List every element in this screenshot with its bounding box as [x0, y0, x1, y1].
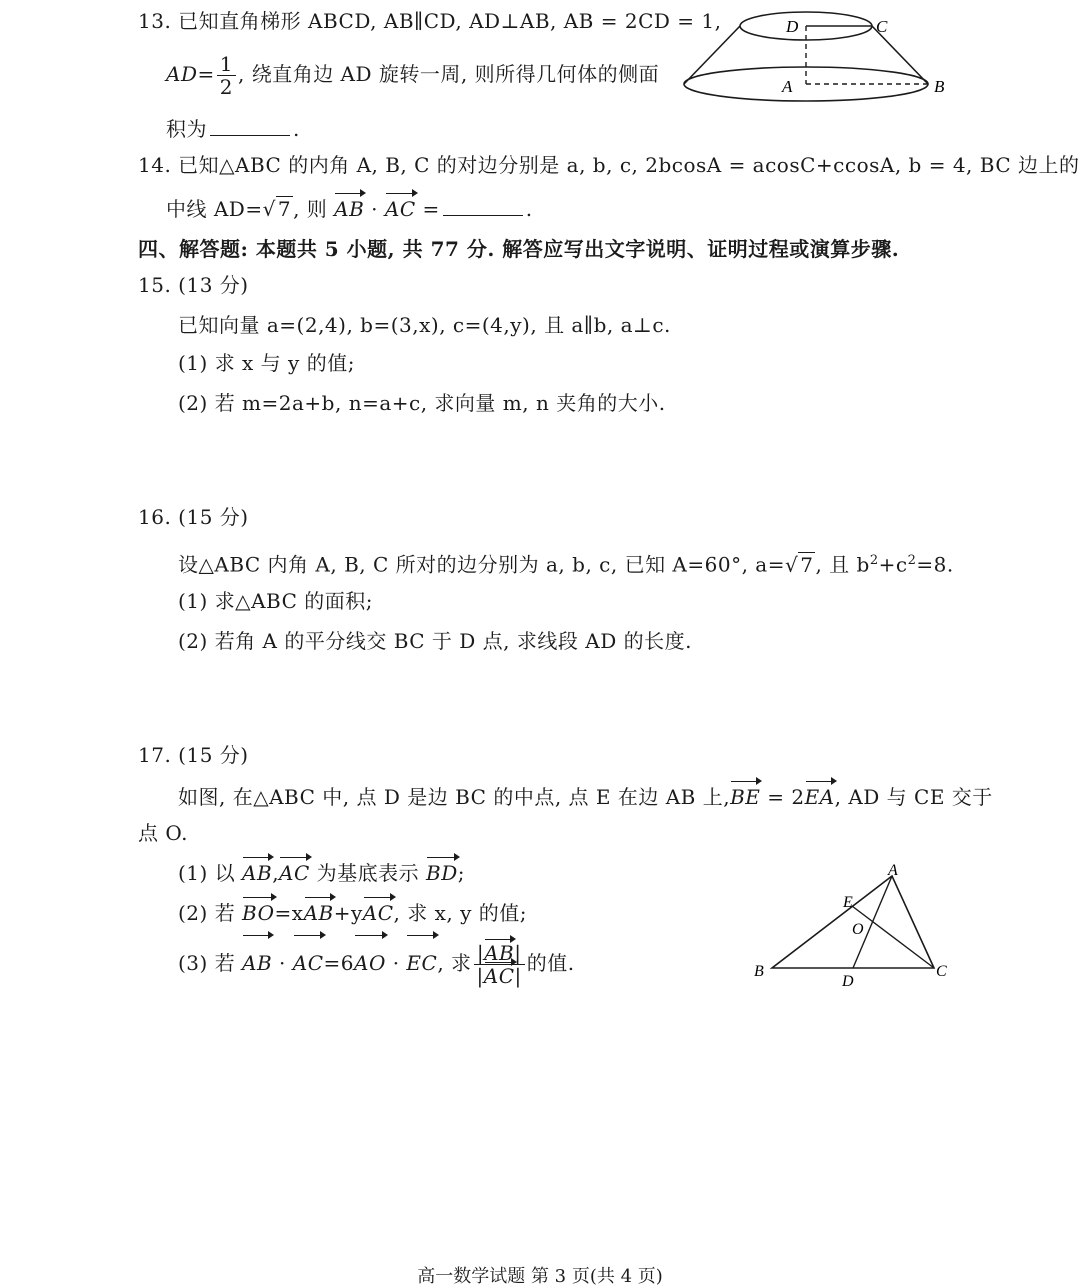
page-footer: 高一数学试题 第 3 页(共 4 页)	[417, 1266, 663, 1287]
triangle-label-d: D	[842, 973, 854, 990]
ratio-fraction: $\frac{|AB|}{|AC|}$	[474, 942, 525, 987]
triangle-label-o: O	[852, 921, 864, 938]
q16-stem: 设△ABC 内角 A, B, C 所对的边分别为 a, b, c, 已知 A=60°, a=√ 7 , 且 $b^2+c^2=8$.	[178, 552, 954, 577]
section-heading: 四、解答题: 本题共 5 小题, 共 77 分. 解答应写出文字说明、证明过程或演算步骤.	[138, 237, 900, 261]
frustum-label-a: A	[782, 77, 793, 96]
fraction-one-half: $\frac{1}{2}$	[217, 53, 236, 98]
answer-blank	[443, 199, 523, 216]
frustum-label-d: D	[786, 17, 799, 36]
q14-line1: 14. 已知△ABC 的内角 A, B, C 的对边分别是 a, b, c, 2bcosA = acosC+ccosA, b = 4, BC 边上的	[138, 153, 1080, 177]
triangle-label-c: C	[936, 963, 947, 980]
q13-line3: 积为 .	[166, 117, 300, 141]
q15-part2: (2) 若 m=2a+b, n=a+c, 求向量 m, n 夹角的大小.	[178, 391, 666, 415]
frustum-label-b: B	[934, 77, 945, 96]
frustum-label-c: C	[876, 17, 888, 36]
q13-line1: 13. 已知直角梯形 ABCD, AB∥CD, AD⊥AB, AB = 2CD = 1,	[138, 9, 722, 33]
sqrt-seven: √ 7	[262, 197, 292, 221]
triangle-label-a: A	[888, 862, 898, 879]
q13-line2: AD= $\frac{1}{2}$ , 绕直角边 AD 旋转一周, 则所得几何体的侧面	[166, 52, 660, 99]
triangle-label-b: B	[754, 963, 764, 980]
q17-part3: (3) 若 AB · AC=6AO · EC, 求 $\frac{|AB|}{|AC|}$ 的值.	[178, 938, 575, 988]
q15-part1: (1) 求 x 与 y 的值;	[178, 351, 355, 375]
triangle-label-e: E	[843, 894, 853, 911]
q17-stem-line2: 点 O.	[138, 821, 188, 845]
q15-title: 15. (13 分)	[138, 273, 249, 297]
answer-blank	[210, 119, 290, 136]
q17-title: 17. (15 分)	[138, 743, 249, 767]
triangle-figure	[748, 858, 960, 990]
q14-line2: 中线 AD=√ 7 , 则 AB · AC = .	[166, 197, 533, 221]
q16-part2: (2) 若角 A 的平分线交 BC 于 D 点, 求线段 AD 的长度.	[178, 629, 692, 653]
q15-stem: 已知向量 a=(2,4), b=(3,x), c=(4,y), 且 a∥b, a⊥c.	[178, 313, 671, 337]
frustum-figure	[676, 6, 966, 114]
sqrt-seven: √ 7	[784, 552, 814, 577]
q17-stem: 如图, 在△ABC 中, 点 D 是边 BC 的中点, 点 E 在边 AB 上,BE = 2EA, AD 与 CE 交于	[178, 785, 993, 809]
q16-part1: (1) 求△ABC 的面积;	[178, 589, 373, 613]
q17-part2: (2) 若 BO=xAB+yAC, 求 x, y 的值;	[178, 901, 527, 925]
q17-part1: (1) 以 AB,AC 为基底表示 BD;	[178, 861, 465, 885]
q16-title: 16. (15 分)	[138, 505, 249, 529]
